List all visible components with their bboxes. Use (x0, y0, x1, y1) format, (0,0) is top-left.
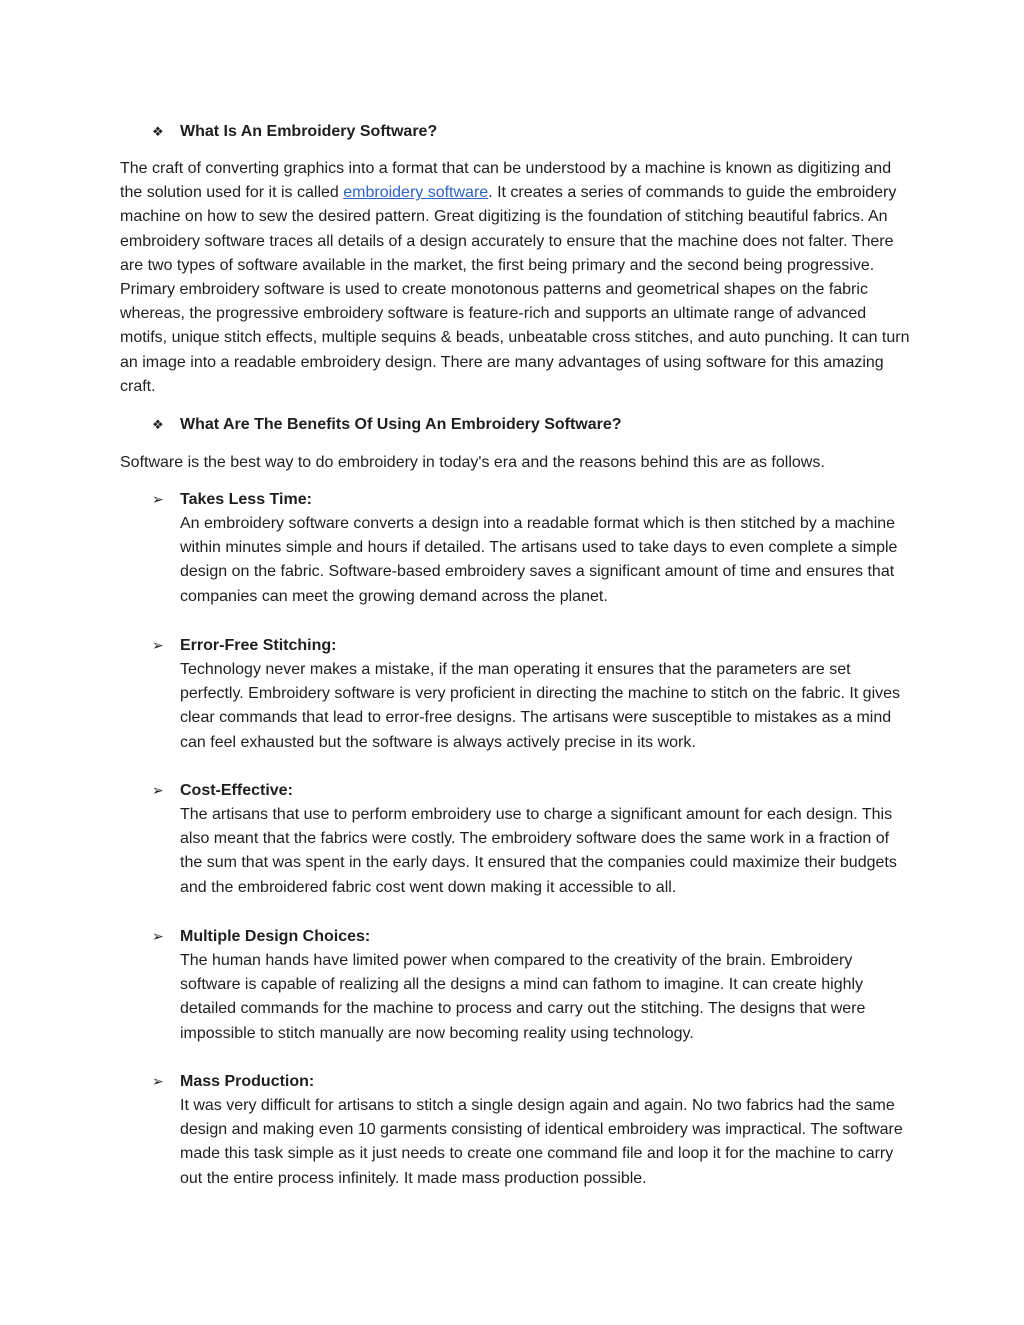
paragraph-text-end: . It creates a series of commands to guide the embroidery machine on how to sew the desired pattern. Great digitizing is the foundation of stitching beautiful fabrics. An embroidery software traces all details of a design accurately to ensure that the machine does not falter. There are two types of software available in the market, the first being primary and the second being progressive. Primary embroidery software is used to create monotonous patterns and geometrical shapes on the fabric whereas, the progressive embroidery software is feature-rich and supports an ultimate range of advanced motifs, unique stitch effects, multiple sequins & beads, unbeatable cross stitches, and auto punching. It can turn an image into a readable embroidery design. There are many advantages of using software for this amazing craft. (120, 184, 910, 395)
benefit-item (152, 488, 912, 609)
benefit-item (152, 925, 912, 1046)
heading-text: What Are The Benefits Of Using An Embroidery Software? (180, 416, 622, 433)
section-heading-what-is (152, 120, 912, 144)
benefit-title: Takes Less Time: (180, 491, 312, 508)
benefit-title-row (152, 1070, 912, 1094)
benefit-body: It was very difficult for artisans to stitch a single design again and again. No two fabrics had the same design and making even 10 garments consisting of identical embroidery was impractical. The software made this task simple as it just needs to create one command file and loop it for the machine to carry out the entire process infinitely. It made mass production possible. (180, 1097, 903, 1187)
arrow-bullet-icon: ➢ (152, 492, 164, 508)
arrow-bullet-icon: ➢ (152, 929, 164, 945)
arrow-bullet-icon: ➢ (152, 1074, 164, 1090)
benefit-title: Multiple Design Choices: (180, 928, 371, 945)
diamond-bullet-icon: ❖ (152, 417, 164, 433)
benefit-title: Mass Production: (180, 1073, 315, 1090)
section-heading-benefits (152, 413, 912, 437)
benefit-title-row (152, 488, 912, 512)
benefit-body: The artisans that use to perform embroidery use to charge a significant amount for each design. This also meant that the fabrics were costly. The embroidery software does the same work in a fraction of the sum that was spent in the early days. It ensured that the companies could maximize their budgets and the embroidered fabric cost went down making it accessible to all. (180, 806, 897, 896)
benefit-body: The human hands have limited power when compared to the creativity of the brain. Embroidery software is capable of realizing all the designs a mind can fathom to imagine. It can create highly detailed commands for the machine to process and carry out the stitching. The designs that were impossible to stitch manually are now becoming reality using technology. (180, 952, 866, 1042)
benefit-title-row (152, 779, 912, 803)
arrow-bullet-icon: ➢ (152, 783, 164, 799)
benefit-body: An embroidery software converts a design into a readable format which is then stitched by a machine within minutes simple and hours if detailed. The artisans used to take days to even complete a simple design on the fabric. Software-based embroidery saves a significant amount of time and ensures that companies can meet the growing demand across the planet. (180, 515, 898, 605)
intro-paragraph (120, 157, 910, 399)
diamond-bullet-icon: ❖ (152, 124, 164, 140)
benefit-item (152, 779, 912, 900)
benefit-title: Error-Free Stitching: (180, 637, 337, 654)
benefit-title-row (152, 925, 912, 949)
benefit-title-row (152, 634, 912, 658)
benefit-body: Technology never makes a mistake, if the man operating it ensures that the parameters are set perfectly. Embroidery software is very proficient in directing the machine to stitch on the fabric. It gives clear commands that lead to error-free designs. The artisans were susceptible to mistakes as a mind can feel exhausted but the software is always actively precise in its work. (180, 661, 901, 751)
benefits-intro: Software is the best way to do embroidery in today's era and the reasons behind this are as follows. (120, 454, 825, 471)
benefit-item (152, 634, 912, 755)
arrow-bullet-icon: ➢ (152, 638, 164, 654)
benefit-title: Cost-Effective: (180, 782, 293, 799)
embroidery-software-link[interactable]: embroidery software (343, 184, 489, 202)
paragraph-text-start: The craft of converting graphics into a format that can be understood by a machine is known as digitizing and the solution used for it is called (120, 160, 892, 202)
benefit-item (152, 1070, 912, 1191)
heading-text: What Is An Embroidery Software? (180, 123, 438, 140)
